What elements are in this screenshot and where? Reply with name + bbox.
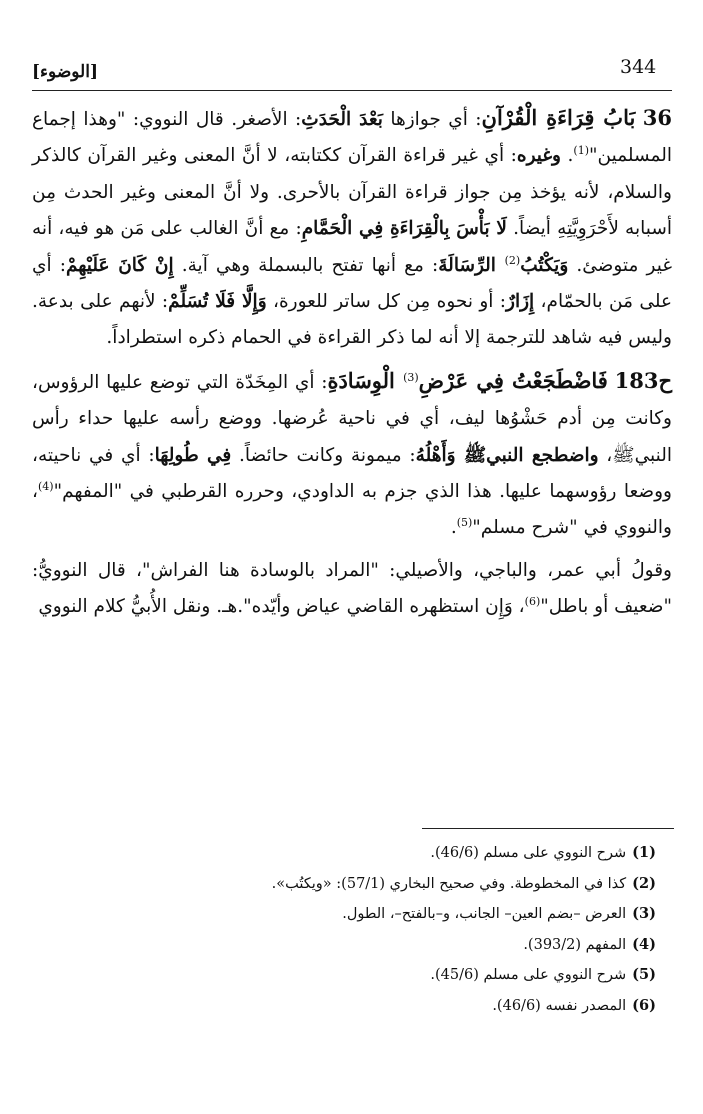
quoted-term: إِزَارٌ [506,291,535,313]
footnote-ref: (3) [403,370,419,384]
footnote-item: (6)المصدر نفسه (46/6). [492,996,656,1014]
text-segment: وقولُ أبي عمر، والباجي، والأصيلي: "المراد بالوسادة هنا الفراش"، قال النوويُّ: "ضعيف أو باطل" [32,559,672,618]
footnote-ref: (1) [573,144,590,158]
running-header: [الوضوء] [32,62,98,82]
hadith-phrase: فَاضْطَجَعْتُ فِي عَرْضِ [418,367,608,393]
text-segment: : ميمونة وكانت حائضاً. [231,444,416,466]
hadith-phrase: الْوِسَادَةِ [327,367,404,393]
entry-number: ح183 [614,367,672,393]
paragraph-continuation [32,553,672,626]
quoted-term: واضطجع النبيﷺ وَأَهْلُهُ [415,444,599,466]
footnotes [271,838,656,1021]
quoted-term: الرِّسَالَةَ [438,254,505,276]
text-segment: : أي المِخَدّة التي توضع عليها الرؤوس، وكانت مِن أدم حَشْوُها ليف، أي في ناحية عُرضها. ووضع رأسه عليها حداء رأس النبيﷺ، [32,371,672,466]
quoted-term: فِي طُولِهَا [154,444,232,466]
text-segment: : أي على مَن بالحمّام، [32,254,672,313]
footnote-ref: (5) [456,516,473,530]
text-segment: : لأنهم على بدعة. وليس فيه شاهد للترجمة إلا أنه لما ذكر القراءة في الحمام ذكره استطراداً. [32,291,672,349]
entry-number: 36 [642,105,672,130]
text-segment: : الأصغر. قال النووي: "وهذا إجماع المسلمين" [32,109,672,167]
footnote-item: (5)شرح النووي على مسلم (45/6). [430,966,656,983]
text-segment: : أي غير قراءة القرآن ككتابته، لا أنَّ المعنى وغير القرآن كالذكر والسلام، لأنه يؤخذ مِن جواز قراءة القرآن بالأحرى. ولا أنَّ المعنى وغير الحدث مِن أسبابه لأَحْرَوِيَّتِهِ أيضاً. [32,145,672,240]
paragraph-36 [32,100,672,357]
chapter-heading: بَابُ قِرَاءَةِ الْقُرْآنِ [481,105,636,130]
footnote-ref: (2) [504,253,521,267]
footnote-rule [422,828,674,829]
footnote-ref: (4) [37,479,54,493]
text-segment: . [450,517,457,539]
text-segment: : مع أنَّ الغالب على مَن هو فيه، أنه غير متوضئ. [32,218,672,276]
text-segment: : أي جوازها [382,109,482,130]
footnote-item: (3)العرض –بضم العين– الجانب، و–بالفتح–، الطول. [342,905,656,922]
paragraph-183 [32,363,672,547]
text-segment: . [560,145,574,167]
footnote-ref: (6) [524,595,541,609]
text-segment: ، وَإِن استظهره القاضي عياض وأيّده".هـ. ونقل الأُبيُّ كلام النووي [38,596,525,618]
text-segment: : أي في ناحيته، ووضعا رؤوسهما عليها. هذا الذي جزم به الداودي، وحرره القرطبي في "المفهم" [32,444,672,503]
quoted-term: إِنْ كَانَ عَلَيْهِمْ [65,254,174,276]
main-text [32,100,672,632]
page-number: 344 [620,56,657,78]
text-segment: ، والنووي في "شرح مسلم" [32,481,672,539]
quoted-term: وَإِلَّا فَلَا تُسَلِّمْ [168,291,267,313]
footnote-item: (4)المفهم (393/2). [523,935,656,953]
text-segment: : أو نحوه مِن كل ساتر للعورة، [266,291,507,313]
header-rule [32,90,672,91]
text-segment: : مع أنها تفتح بالبسملة وهي آية. [173,254,439,276]
quoted-term: بَعْدَ الْحَدَثِ [301,109,383,130]
footnote-item: (1)شرح النووي على مسلم (46/6). [430,844,656,861]
quoted-term: وَيَكْتُبُ [520,254,569,276]
quoted-term: وغيره [516,145,561,167]
footnote-item: (2)كذا في المخطوطة. وفي صحيح البخاري (57/1): «ويكتُب». [271,874,656,892]
quoted-term: لَا بَأْسَ بِالْقِرَاءَةِ فِي الْحَمَّامِ [301,218,507,240]
